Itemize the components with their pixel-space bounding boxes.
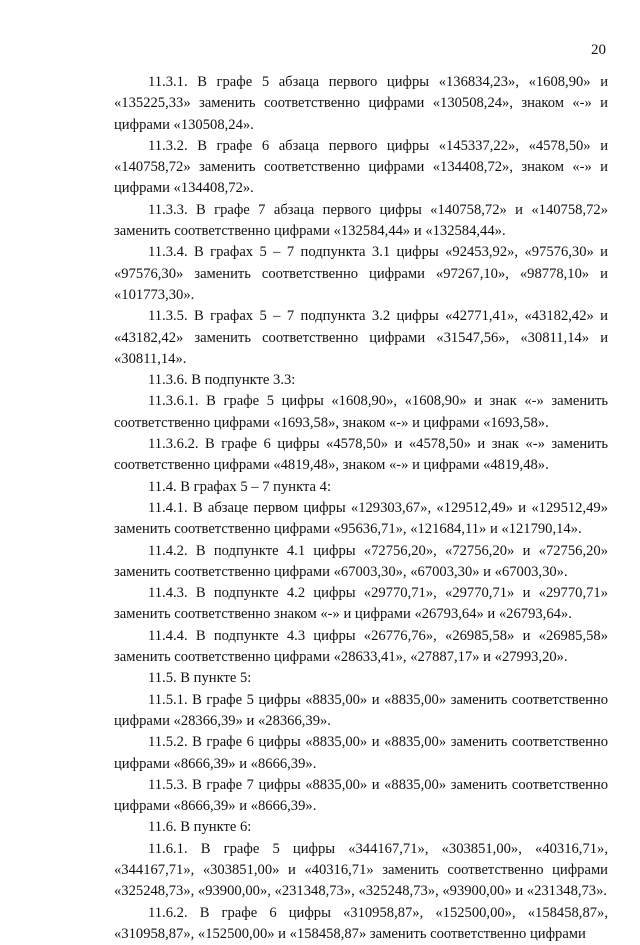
- paragraph-11-5-2: 11.5.2. В графе 6 цифры «8835,00» и «8835,00» заменить соответственно цифрами «8666,39» и «8666,39».: [114, 734, 608, 772]
- paragraph-11-3-4: 11.3.4. В графах 5 – 7 подпункта 3.1 цифры «92453,92», «97576,30» и «97576,30» заменить соответственно цифрами «97267,10», «98778,10» и «101773,30».: [114, 244, 608, 303]
- paragraph-11-4-1: 11.4.1. В абзаце первом цифры «129303,67», «129512,49» и «129512,49» заменить соответственно цифрами «95636,71», «121684,11» и «121790,14».: [114, 499, 608, 538]
- paragraph-11-4: 11.4. В графах 5 – 7 пункта 4:: [148, 478, 331, 495]
- paragraph-11-3-2: 11.3.2. В графе 6 абзаца первого цифры «145337,22», «4578,50» и «140758,72» заменить соответственно цифрами «134408,72», знаком «-» и цифрами «134408,72».: [114, 137, 608, 197]
- paragraph-11-3-6-1: 11.3.6.1. В графе 5 цифры «1608,90», «1608,90» и знак «-» заменить соответственно цифрами «1693,58», знаком «-» и цифрами «1693,58».: [114, 393, 608, 431]
- paragraph-11-5-3: 11.5.3. В графе 7 цифры «8835,00» и «8835,00» заменить соответственно цифрами «8666,39» и «8666,39».: [114, 776, 608, 815]
- paragraph-11-5: 11.5. В пункте 5:: [148, 670, 252, 687]
- document-body: [114, 72, 608, 945]
- paragraph-11-4-3: 11.4.3. В подпункте 4.2 цифры «29770,71», «29770,71» и «29770,71» заменить соответственно знаком «-» и цифрами «26793,64» и «26793,64».: [114, 585, 608, 623]
- paragraph-11-3-3: 11.3.3. В графе 7 абзаца первого цифры «140758,72» и «140758,72» заменить соответственно цифрами «132584,44» и «132584,44».: [114, 201, 608, 240]
- paragraph-11-6-2: 11.6.2. В графе 6 цифры «310958,87», «152500,00», «158458,87», «310958,87», «152500,00» и «158458,87» заменить соответственно цифрами: [114, 904, 608, 942]
- paragraph-11-5-1: 11.5.1. В графе 5 цифры «8835,00» и «8835,00» заменить соответственно цифрами «28366,39» и «28366,39».: [114, 691, 608, 729]
- paragraph-11-6-1: 11.6.1. В графе 5 цифры «344167,71», «303851,00», «40316,71», «344167,71», «303851,00» и «40316,71» заменить соответственно цифрами «325248,73», «93900,00», «231348,73», «325248,73», «93900,00» и «231348,73».: [114, 840, 608, 900]
- paragraph-11-3-6-2: 11.3.6.2. В графе 6 цифры «4578,50» и «4578,50» и знак «-» заменить соответственно цифрами «4819,48», знаком «-» и цифрами «4819,48».: [114, 436, 608, 474]
- paragraph-11-3-6: 11.3.6. В подпункте 3.3:: [148, 372, 296, 389]
- paragraph-11-4-2: 11.4.2. В подпункте 4.1 цифры «72756,20», «72756,20» и «72756,20» заменить соответственно цифрами «67003,30», «67003,30» и «67003,30».: [114, 542, 608, 580]
- paragraph-11-6: 11.6. В пункте 6:: [148, 819, 252, 836]
- paragraph-11-3-5: 11.3.5. В графах 5 – 7 подпункта 3.2 цифры «42771,41», «43182,42» и «43182,42» заменить соответственно цифрами «31547,56», «30811,14» и «30811,14».: [114, 308, 608, 367]
- page-number: 20: [591, 42, 606, 58]
- paragraph-11-3-1: 11.3.1. В графе 5 абзаца первого цифры «136834,23», «1608,90» и «135225,33» заменить соответственно цифрами «130508,24», знаком «-» и цифрами «130508,24».: [114, 74, 608, 133]
- paragraph-11-4-4: 11.4.4. В подпункте 4.3 цифры «26776,76», «26985,58» и «26985,58» заменить соответственно цифрами «28633,41», «27887,17» и «27993,20».: [114, 627, 608, 666]
